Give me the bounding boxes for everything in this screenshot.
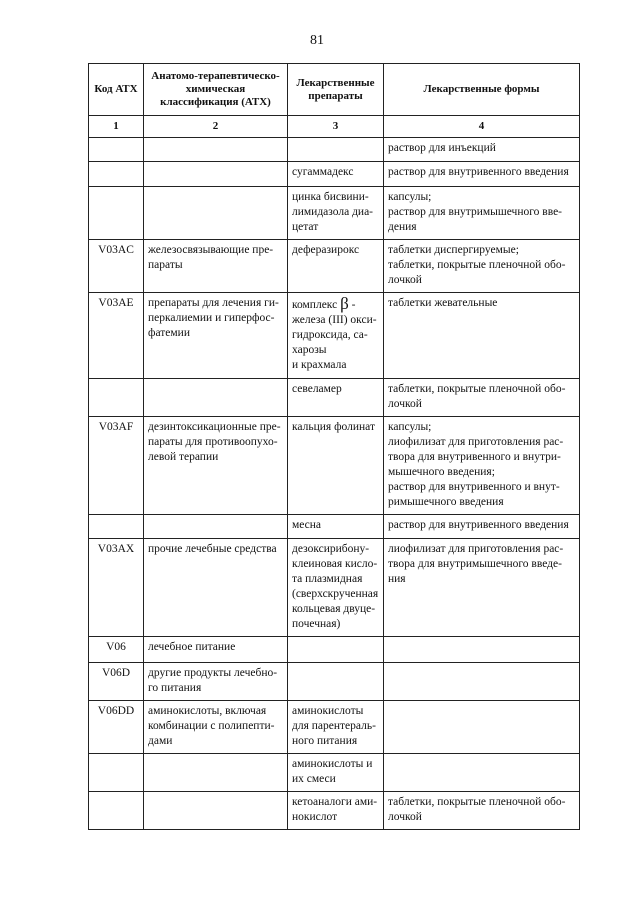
classification-cell: другие продукты лечебно- го питания: [144, 663, 288, 701]
atc-code-cell: [89, 162, 144, 187]
header-dosage-forms: Лекарственные формы: [384, 64, 580, 116]
drug-cell: кетоаналоги ами- нокислот: [288, 792, 384, 830]
table-row: [89, 417, 580, 515]
drug-cell: [288, 663, 384, 701]
dosage-form-cell: [384, 701, 580, 754]
classification-cell: аминокислоты, включая комбинации с полипепти- дами: [144, 701, 288, 754]
atc-code-cell: V03AF: [89, 417, 144, 515]
dosage-form-cell: раствор для инъекций: [384, 138, 580, 162]
column-number: 4: [384, 116, 580, 138]
table-row: [89, 663, 580, 701]
drug-cell: [288, 293, 384, 379]
header-atc-classification: Анатомо-терапевтическо-химическая классификация (АТХ): [144, 64, 288, 116]
table-row: [89, 515, 580, 539]
atc-code-cell: V06D: [89, 663, 144, 701]
table-row: [89, 187, 580, 240]
dosage-form-cell: таблетки, покрытые пленочной обо- лочкой: [384, 792, 580, 830]
classification-cell: [144, 792, 288, 830]
table-row: [89, 539, 580, 637]
table-row: [89, 162, 580, 187]
table-row: [89, 792, 580, 830]
table-row: [89, 379, 580, 417]
dosage-form-cell: капсулы; раствор для внутримышечного вве- дения: [384, 187, 580, 240]
table-row: [89, 293, 580, 379]
atc-code-cell: V06: [89, 637, 144, 663]
classification-cell: [144, 515, 288, 539]
atc-code-cell: [89, 138, 144, 162]
dosage-form-cell: лиофилизат для приготовления рас- твора для внутримышечного введе- ния: [384, 539, 580, 637]
dosage-form-cell: раствор для внутривенного введения: [384, 515, 580, 539]
header-drugs: Лекарственные препараты: [288, 64, 384, 116]
classification-cell: [144, 162, 288, 187]
atc-code-cell: [89, 754, 144, 792]
classification-cell: [144, 754, 288, 792]
atc-code-cell: [89, 792, 144, 830]
table-header-row: [89, 64, 580, 116]
classification-cell: железосвязывающие пре- параты: [144, 240, 288, 293]
classification-cell: [144, 379, 288, 417]
drug-cell: [288, 637, 384, 663]
dosage-form-cell: таблетки жевательные: [384, 293, 580, 379]
page-number: 81: [310, 33, 324, 48]
atc-code-cell: [89, 515, 144, 539]
table-row: [89, 754, 580, 792]
classification-cell: дезинтоксикационные пре- параты для противоопухо- левой терапии: [144, 417, 288, 515]
atc-table: [88, 63, 580, 830]
header-atc-code: Код АТХ: [89, 64, 144, 116]
table-row: [89, 240, 580, 293]
classification-cell: прочие лечебные средства: [144, 539, 288, 637]
dosage-form-cell: капсулы; лиофилизат для приготовления рас- твора для внутривенного и внутри- мышечного введения; раствор для внутривенного и внут- римышечного введения: [384, 417, 580, 515]
classification-cell: [144, 138, 288, 162]
atc-code-cell: V06DD: [89, 701, 144, 754]
classification-cell: препараты для лечения ги- перкалиемии и гиперфос- фатемии: [144, 293, 288, 379]
column-number-row: [89, 116, 580, 138]
beta-symbol: β: [340, 294, 349, 313]
drug-cell: кальция фолинат: [288, 417, 384, 515]
drug-name-prefix: комплекс: [292, 299, 341, 311]
classification-cell: [144, 187, 288, 240]
dosage-form-cell: раствор для внутривенного введения: [384, 162, 580, 187]
dosage-form-cell: [384, 637, 580, 663]
drug-cell: сугаммадекс: [288, 162, 384, 187]
dosage-form-cell: таблетки, покрытые пленочной обо- лочкой: [384, 379, 580, 417]
atc-code-cell: V03AX: [89, 539, 144, 637]
dosage-form-cell: [384, 754, 580, 792]
atc-code-cell: V03AE: [89, 293, 144, 379]
dosage-form-cell: [384, 663, 580, 701]
atc-code-cell: [89, 187, 144, 240]
column-number: 3: [288, 116, 384, 138]
column-number: 2: [144, 116, 288, 138]
classification-cell: лечебное питание: [144, 637, 288, 663]
table-row: [89, 138, 580, 162]
drug-cell: деферазирокс: [288, 240, 384, 293]
drug-cell: цинка бисвини- лимидазола диа- цетат: [288, 187, 384, 240]
drug-cell: месна: [288, 515, 384, 539]
drug-cell: севеламер: [288, 379, 384, 417]
atc-code-cell: V03AC: [89, 240, 144, 293]
drug-name-rest: - железа (III) окси- гидроксида, са- харозы и крахмала: [292, 299, 377, 371]
table-row: [89, 701, 580, 754]
column-number: 1: [89, 116, 144, 138]
drug-cell: аминокислоты и их смеси: [288, 754, 384, 792]
drug-cell: аминокислоты для парентераль- ного питания: [288, 701, 384, 754]
table-row: [89, 637, 580, 663]
drug-cell: [288, 138, 384, 162]
dosage-form-cell: таблетки диспергируемые; таблетки, покрытые пленочной обо- лочкой: [384, 240, 580, 293]
drug-cell: дезоксирибону- клеиновая кисло- та плазмидная (сверхскрученная кольцевая двуце- почечная): [288, 539, 384, 637]
atc-code-cell: [89, 379, 144, 417]
